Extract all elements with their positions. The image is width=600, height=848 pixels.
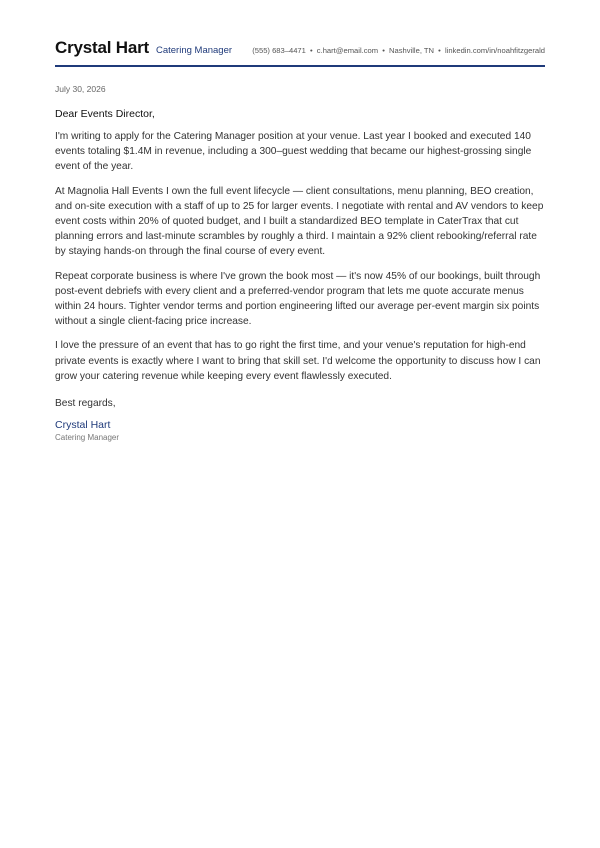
letter-salutation: Dear Events Director, [55,108,155,120]
body-paragraph-2: At Magnolia Hall Events I own the full event lifecycle — client consultations, menu planning, BEO creation, and on-site execution with a staff of up to 25 for larger events. I negotiate with rental and AV vendors to keep event costs within 20% of quoted budget, and I built a standardized BEO template in CaterTrax that cut planning errors and last-minute scrambles by roughly a third. I maintain a 92% client rebooking/referral rate by staying hands-on through the final course of every event. [55,185,544,258]
contact-email: c.hart@email.com [316,46,379,55]
contact-separator: • [382,46,385,55]
contact-separator: • [309,46,313,55]
body-paragraph-4: I love the pressure of an event that has to go right the first time, and your venue's reputation for high-end private events is exactly where I want to bring that skill set. I'd welcome the opportunity to discuss how I can grow your catering revenue while keeping every event flawlessly executed. [55,340,541,382]
contact-line [252,46,545,55]
applicant-name: Crystal Hart [55,38,149,57]
body-paragraph-3: Repeat corporate business is where I've grown the book most — it's now 45% of our bookings, built through post-event debriefs with every client and a preferred-vendor program that lets me quote accurate menus within 24 hours. Tighter vendor terms and portion engineering lifted our average per-event margin six points without a single client-facing price increase. [55,270,541,328]
contact-phone: (555) 683–4471 [252,46,306,55]
header-identity [55,38,232,58]
applicant-role: Catering Manager [155,45,233,56]
contact-separator: • [438,46,441,55]
contact-location: Nashville, TN [389,46,435,55]
signature-title: Catering Manager [55,433,120,443]
contact-linkedin: linkedin.com/in/noahfitzgerald [444,46,545,55]
signature-name: Crystal Hart [55,419,111,432]
letter-date: July 30, 2026 [55,84,106,94]
body-paragraph-1: I'm writing to apply for the Catering Manager position at your venue. Last year I booked and executed 140 events totaling $1.4M in revenue, including a 300–guest wedding that became our highest-grossing single event of the year. [55,131,532,173]
cover-letter-page [55,38,545,442]
letter-closing: Best regards, [55,398,116,410]
letter-header [55,38,545,67]
